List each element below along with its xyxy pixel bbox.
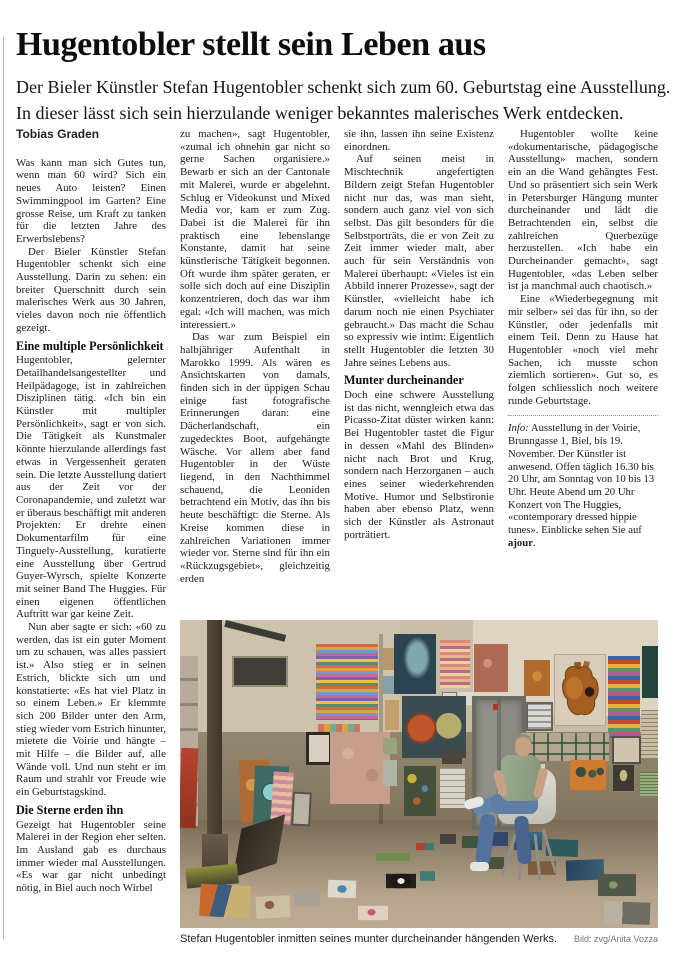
paragraph: zu machen», sagt Hugentobler, «zumal ich ohnehin gar nicht so gerne Sachen organisiere.» Bewarb er sich an der Cantonale mit Malerei, wurde er abgelehnt. Schlug er Videokunst und Mixed Media vor, kam er zum Zug. Dabei ist die Malerei für ihn praktisch eine lebenslange Konstante, damit hat seine künstlerische Tätigkeit begonnen. Oft wurde ihm später geraten, er solle sich doch auf eine Disziplin konzentrieren, doch das war ihm egal: «Ich will machen, was mich interessiert.»: [180, 128, 330, 331]
painting-pink-mottled: [330, 732, 390, 804]
paragraph: Nun aber sagte er sich: «60 zu werden, das ist ein guter Moment um zu schauen, was alles passiert ist.» Also stieg er in seinen Estrich, blickte sich um und konstatierte: «Es hat viel Platz in so einem Leben.» Er klemmte sich 200 Bilder unter den Arm, stieg wieder vom Estrich hinunter, mietete die Voirie und hängte – mit Hilfe – die Bilder auf, alle Wände voll. Und nun steht er im Raum und strahlt vor Freude wie ein Geburtstagskind.: [16, 621, 166, 799]
floor-art-9: [416, 843, 434, 850]
heart-painting: [554, 654, 606, 726]
painting-pink-stripes: [440, 640, 470, 688]
paragraph: Was kann man sich Gutes tun, wenn man 60 wird? Sich ein neues Auto leisten? Einen Swimmingpool im Garten? Eine grosse Reise, um Kraft zu tanken für die letzten Jahre des Erwerbslebens?: [16, 156, 166, 245]
floor-art-3: [294, 890, 320, 906]
info-link-ajour[interactable]: ajour: [508, 536, 533, 549]
artist-shoe: [470, 862, 489, 871]
artist-figure: [468, 734, 580, 894]
paragraph: Der Bieler Künstler Stefan Hugentobler schenkt sich eine Ausstellung. Darin zu sehen: ein breiter Querschnitt durch sein malerisches Werk aus 30 Jahren, vieles davon noch nie öffentlich gezeigt.: [16, 245, 166, 334]
article-headline: Hugentobler stellt sein Leben aus: [16, 26, 486, 63]
subhead-line-1: Der Bieler Künstler Stefan Hugentobler schenkt sich zum 60. Geburtstag eine Ausstellung.: [16, 77, 671, 97]
section-subhead: Die Sterne erden ihn: [16, 802, 124, 817]
text-column-1: [16, 128, 166, 942]
painting-chart-white: [440, 768, 465, 808]
section-subhead: Eine multiple Persönlichkeit: [16, 338, 164, 353]
floor-art-10: [440, 834, 456, 844]
text-column-4: [508, 128, 658, 620]
painting-text-panel: [641, 710, 658, 758]
info-block: [508, 422, 658, 549]
info-text: Ausstellung in der Voirie, Brunngasse 1, Biel, bis 19. November. Der Künstler ist anwesend. Offen täglich 16.30 bis 20 Uhr, am Sonntag von 10 bis 13 Uhr. Heute Abend um 20 Uhr Konzert von The Huggies, «contemporary dressed hippie tunes». Einblicke sehen Sie auf: [508, 422, 655, 537]
painting-framed-small: [612, 736, 641, 764]
painting-teal-dark: [642, 646, 658, 698]
paragraph: Hugentobler, gelernter Detailhandelsangestellter und Heilpädagoge, ist in zahlreichen Disziplinen tätig. «Ich bin ein Künstler mit multipler Persönlichkeit», sagt er von sich. Die Tätigkeit als Kunstmaler könnte hierzulande allerdings fast etwas in Vergessenheit geraten sein. Die letzte Ausstellung datiert aus der Zeit vor der Coronapandemie, und zuletzt war er überaus beschäftigt mit anderen Projekten: Er drehte einen Dokumentarfilm für eine Tinguely-Ausstellung, kuratierte eine Ausstellung über Gertrud Guyer-Wyrsch, spielte Konzerte mit seiner Band The Huggies. Für einen eigenen öffentlichen Auftritt war gar keine Zeit.: [16, 354, 166, 621]
floor-art-16: [598, 874, 636, 896]
board-fallen-dark: [233, 814, 285, 877]
floor-art-6: [386, 874, 416, 888]
photo-caption: Stefan Hugentobler inmitten seines munter durcheinander hängenden Werks.: [180, 933, 558, 945]
section-subhead: Munter durcheinander: [344, 373, 464, 388]
pillar-base: [202, 834, 228, 868]
left-column-rule: [3, 36, 4, 940]
text-column-3: [344, 128, 494, 620]
concrete-pillar: [207, 620, 222, 838]
painting-blue-figure: [394, 634, 436, 694]
painting-orange-mottled: [524, 660, 550, 696]
frame-leaning-small: [291, 792, 312, 827]
chair-leg: [534, 834, 542, 880]
blackboard: [232, 656, 288, 687]
floor-art-2: [255, 895, 290, 919]
floor-art-8: [376, 853, 410, 861]
paragraph: Eine «Wiederbegegnung mit mir selber» sei das für ihn, so der Künstler, oder jedenfalls mit einem Teil. Denn zu Hause hat Hugentobler «noch viel mehr Sachen, ich musste schon ziemlich sortieren». Gut so, es folgen schliesslich noch weitere runde Geburtstage.: [508, 293, 658, 407]
paragraph: Hugentobler wollte keine «dokumentarische, pädagogische Ausstellung» machen, sondern ein an die Wand gehängtes Fest. Und so präsentiert sich sein Werk in Petersburger Hängung munter durcheinander und lädt die Betrachtenden ein, selbst die zahlreichen Querbezüge herzustellen. «Ich habe ein Durcheinander gemacht», sagt Hugentobler, «das Leben selber ist ja manchmal auch chaotisch.»: [508, 128, 658, 293]
paragraph: Doch eine schwere Ausstellung ist das nicht, wenngleich etwa das Picasso-Zitat düster wirken kann: Bei Hugentobler tastet die Figur in dessen «Mahl des Blinden» nicht nach Brot und Krug, sondern nach Herzorganen – auch eines seiner wiederkehrenden Motive. Humor und Selbstironie haben aber ebenso Platz, wenn sich der Künstler als Astronaut porträtiert.: [344, 389, 494, 541]
info-end: .: [532, 536, 536, 549]
painting-figure-dark: [612, 764, 635, 792]
painting-small-head: [385, 700, 399, 730]
paragraph: sie ihn, lassen ihn seine Existenz einordnen.: [344, 128, 494, 153]
painting-small-3: [383, 738, 397, 754]
painting-stripes-large: [316, 644, 378, 720]
ceiling-pipe: [224, 620, 286, 642]
floor-art-5: [358, 906, 388, 920]
painting-leaning-red: [180, 748, 198, 829]
floor-art-17: [604, 901, 651, 925]
chair-leg: [542, 828, 558, 873]
info-label: Info:: [508, 422, 529, 435]
floor-art-4: [328, 880, 357, 899]
photo-caption-row: [180, 933, 658, 945]
painting-portrait-small: [306, 732, 332, 765]
floor-art-7: [420, 871, 435, 881]
floor-art-1: [199, 884, 251, 919]
subhead-line-2: In dieser lässt sich sein hierzulande weniger bekanntes malerisches Werk entdecken.: [16, 103, 624, 123]
painting-stripes-right: [608, 656, 640, 738]
painting-planets: [402, 696, 466, 758]
painting-blue-sketch: [526, 702, 553, 731]
painting-text-green: [640, 772, 658, 796]
painting-small-4: [383, 760, 397, 786]
anatomical-heart-icon: [555, 655, 603, 723]
elevator-light: [493, 704, 498, 710]
paragraph: Gezeigt hat Hugentobler seine Malerei in der Region eher selten. Im Ausland gab es durchaus immer wieder mal Ausstellungen. «Es war gar nicht unbedingt nötig, in Biel auch noch Wirbel: [16, 818, 166, 895]
text-column-2: [180, 128, 330, 620]
paragraph: Das war zum Beispiel ein halbjähriger Aufenthalt in Marokko 1999. Als wären es Ansichtskarten von damals, finden sich in der üppigen Schau einige fast fotografische Erinnerungen daran: eine Dächerlandschaft, ein zugedecktes Boot, aufgehängte Wäsche. Vor allem aber fand Hugentobler in der Wüste liegend, in den Nachthimmel schauend, die Leoniden betrachtend ein Motiv, das ihn bis heute beschäftigt: die Sterne. Als Kreise kommen diese in zahlreichen Variationen immer wieder vor. Sterne sind für ihn ein «Rückzugsgebiet», gleichzeitig erden: [180, 331, 330, 585]
painting-grid-green: [404, 766, 436, 816]
info-divider: [508, 415, 658, 416]
paragraph: Auf seinen meist in Mischtechnik angefertigten Bildern zeigt Stefan Hugentobler nicht nur das, was man sieht, sondern auch ganz viel von sich selbst. Das gilt besonders für die Selbstporträts, die er von Zeit zu Zeit immer wieder malt, aber auch für sein Verständnis von Malerei überhaupt: «Vieles ist ein Abbild innerer Prozesse», sagt der Künstler, «vielleicht habe ich darum noch nie einen Psychiater gebraucht.» Das macht die Schau so expressiv wie intim: Eigentlich stellt Hugentobler die letzten 30 Jahre seines Lebens aus.: [344, 153, 494, 369]
byline: Tobias Graden: [16, 128, 100, 141]
artist-leg: [475, 813, 496, 864]
photo-credit: Bild: zvg/Anita Vozza: [573, 934, 658, 944]
article-subhead: [16, 74, 672, 126]
artist-head: [515, 737, 531, 756]
painting-red-mottled: [474, 644, 508, 692]
painting-dark-small: [442, 750, 462, 764]
article-photo: [180, 620, 658, 928]
